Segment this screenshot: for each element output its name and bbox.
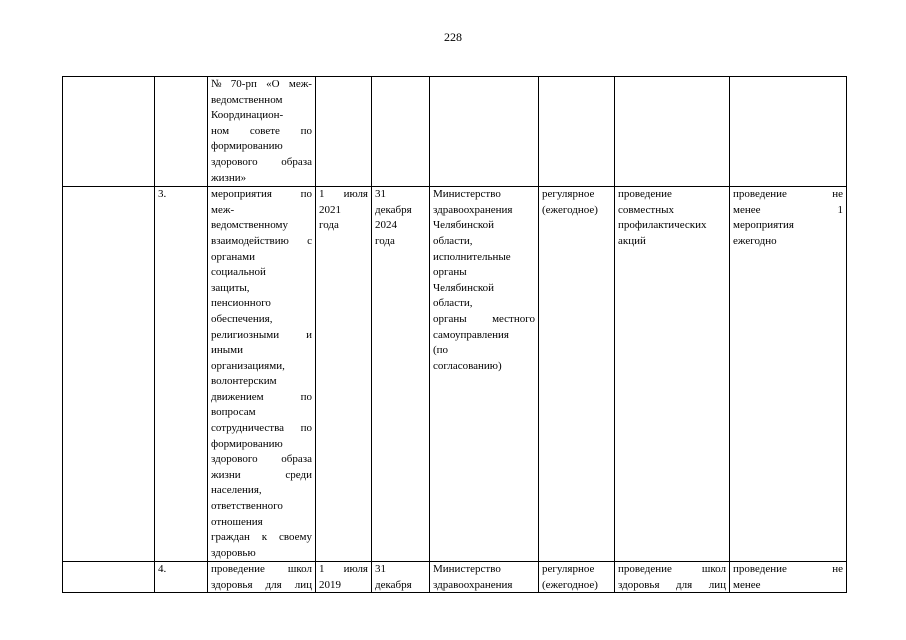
end-date-cell — [372, 562, 430, 593]
cell-text-line: Министерство — [433, 563, 501, 576]
start-date-cell — [316, 77, 372, 187]
cell-text-line: вопросам — [211, 406, 256, 419]
cell-text-line: здравоохранения — [433, 579, 513, 591]
end-date-cell — [372, 77, 430, 187]
page-number: 228 — [444, 30, 462, 44]
result-cell — [615, 187, 730, 562]
cell-text-line: (по — [433, 344, 449, 357]
cell-text-line: религиозными и — [211, 328, 312, 341]
cell-text-line: (ежегодное) — [542, 203, 598, 216]
periodicity-cell — [539, 187, 615, 562]
cell-text-line: обеспечения, — [211, 312, 273, 325]
cell-text-line: ведомственному — [211, 219, 288, 232]
cell-text-line: меж- — [211, 203, 235, 216]
cell-text-line: защиты, — [211, 281, 250, 294]
start-date-cell — [316, 187, 372, 562]
cell-text-line: 1 июля — [319, 188, 368, 201]
row-number-cell — [155, 187, 208, 562]
cell-text-line: здоровью — [211, 546, 256, 559]
cell-text-line: здорового образа — [211, 155, 312, 168]
cell-text-line: проведение — [618, 188, 672, 201]
cell-text-line: совместных — [618, 203, 674, 216]
cell-text-line: волонтерским — [211, 375, 277, 388]
cell-text-line: года — [375, 234, 395, 247]
cell-text-line: здоровья для лиц — [618, 579, 726, 591]
table-row — [63, 562, 847, 593]
row-number-cell — [155, 77, 208, 187]
executor-cell — [430, 187, 539, 562]
cell-text-line: исполнительные — [433, 250, 511, 263]
event-cell — [208, 187, 316, 562]
cell-text-line: взаимодействию с — [211, 234, 312, 247]
row-number: 4. — [158, 563, 167, 576]
cell-text-line: декабря — [375, 579, 412, 591]
cell-text-line: ведомственном — [211, 93, 283, 106]
cell-text-line: проведение не — [733, 563, 843, 576]
cell-text-line: здравоохранения — [433, 203, 513, 216]
cell-text-line: отношения — [211, 515, 263, 528]
cell-text-line: акций — [618, 234, 646, 247]
cell-text-line: мероприятия по — [211, 188, 312, 201]
cell-text-line: социальной — [211, 266, 266, 279]
cell-text-line: мероприятия — [733, 219, 794, 232]
cell-text-line: самоуправления — [433, 328, 509, 341]
cell-text-line: согласованию) — [433, 359, 502, 372]
cell-text-line: Челябинской — [433, 281, 495, 294]
table-body — [63, 77, 847, 593]
cell-text-line: органы — [433, 266, 467, 279]
cell-text-line: регулярное — [542, 188, 595, 201]
start-date-cell — [316, 562, 372, 593]
event-cell — [208, 77, 316, 187]
cell-text-line: органами — [211, 250, 256, 263]
cell-text-line: года — [319, 219, 339, 232]
cell-text-line: органы местного — [433, 312, 535, 325]
cell-text-line: движением по — [211, 390, 312, 403]
cell-text-line: 31 — [375, 563, 386, 576]
cell-text-line: 2021 — [319, 203, 341, 216]
cell-text-line: Министерство — [433, 188, 501, 201]
end-date-cell — [372, 187, 430, 562]
cell-text-line: ежегодно — [733, 234, 777, 247]
cell-text-line: здорового образа — [211, 453, 312, 466]
cell-text-line: формированию — [211, 437, 283, 450]
cell-text-line: (ежегодное) — [542, 579, 598, 591]
cell-text-line: проведение школ — [211, 563, 312, 576]
cell-text-line: менее 1 — [733, 203, 843, 216]
cell-text-line: организациями, — [211, 359, 285, 372]
cell-text-line: формированию — [211, 140, 283, 153]
row-number: 3. — [158, 188, 167, 201]
cell-text-line: Координацион- — [211, 109, 284, 122]
periodicity-cell — [539, 77, 615, 187]
cell-text-line: проведение школ — [618, 563, 726, 576]
cell-text-line: проведение не — [733, 188, 843, 201]
cell-text-line: регулярное — [542, 563, 595, 576]
event-cell — [208, 562, 316, 593]
cell-text-line: жизни среди — [211, 468, 312, 481]
cell-text-line: области, — [433, 234, 473, 247]
cell-text-line: ответственного — [211, 500, 283, 513]
measures-table — [62, 76, 847, 593]
cell-text-line: иными — [211, 344, 244, 357]
executor-cell — [430, 562, 539, 593]
cell-text-line: населения, — [211, 484, 262, 497]
table-row — [63, 77, 847, 187]
cell-text-line: 2019 — [319, 579, 341, 591]
cell-text-line: 2024 — [375, 219, 397, 232]
empty-cell — [63, 77, 155, 187]
cell-text-line: жизни» — [211, 171, 247, 184]
cell-text-line: здоровья для лиц — [211, 579, 312, 591]
empty-cell — [63, 187, 155, 562]
cell-text-line: декабря — [375, 203, 412, 216]
table-row — [63, 187, 847, 562]
indicator-cell — [730, 562, 847, 593]
cell-text-line: № 70-рп «О меж- — [211, 78, 312, 90]
indicator-cell — [730, 187, 847, 562]
cell-text-line: 1 июля — [319, 563, 368, 576]
cell-text-line: сотрудничества по — [211, 422, 312, 435]
cell-text-line: Челябинской — [433, 219, 495, 232]
cell-text-line: профилактических — [618, 219, 707, 232]
result-cell — [615, 562, 730, 593]
cell-text-line: пенсионного — [211, 297, 271, 310]
cell-text-line: 31 — [375, 188, 386, 201]
row-number-cell — [155, 562, 208, 593]
result-cell — [615, 77, 730, 187]
executor-cell — [430, 77, 539, 187]
cell-text-line: менее — [733, 579, 761, 591]
periodicity-cell — [539, 562, 615, 593]
cell-text-line: ном совете по — [211, 124, 312, 137]
empty-cell — [63, 562, 155, 593]
indicator-cell — [730, 77, 847, 187]
cell-text-line: области, — [433, 297, 473, 310]
cell-text-line: граждан к своему — [211, 531, 312, 544]
